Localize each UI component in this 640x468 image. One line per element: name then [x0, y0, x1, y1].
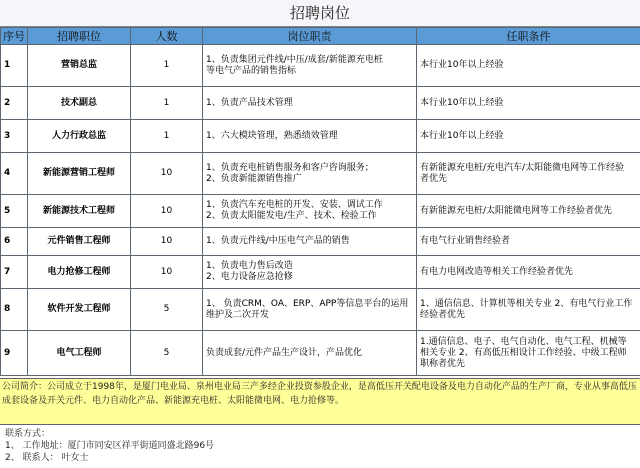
- requirement-line: 有电力电网改造等相关工作经验者优先: [420, 266, 574, 277]
- position-name: 元件销售工程师: [28, 228, 131, 256]
- requirement-line: 1、通信信息、计算机等相关专业 2、有电气行业工作: [420, 298, 633, 309]
- position-name: 技术副总: [28, 87, 131, 120]
- row-number: 5: [1, 195, 28, 228]
- requirement-cell: [417, 331, 640, 376]
- duty-cell: [203, 45, 417, 87]
- requirement-cell: [417, 195, 640, 228]
- contact-person: 2、 联系人： 叶女士: [5, 453, 89, 463]
- row-number: 4: [1, 153, 28, 195]
- duty-line: 1、负责集团元件线/中压/成套/新能源充电桩: [206, 54, 383, 65]
- row-number: 7: [1, 256, 28, 289]
- table-row: [1, 331, 640, 376]
- table-row: [1, 256, 640, 289]
- header-duties: 岗位职责: [203, 28, 417, 45]
- duty-line: 1、 负责CRM、OA、ERP、APP等信息平台的运用: [206, 298, 409, 309]
- duty-line: 2、电力设备应急抢修: [206, 272, 293, 282]
- contact-section: [0, 426, 640, 468]
- requirement-line: 者优先: [420, 173, 448, 184]
- headcount: 5: [131, 289, 203, 331]
- duty-line: 负责成套/元件产品生产设计，产品优化: [206, 347, 363, 358]
- company-intro: 公司简介：公司成立于1998年，是厦门电业局、泉州电业局三产多经企业投资参股企业，是高低压开关配电设备及电力自动化产品的生产厂商，专业从事高低压成套设备及开关元件、电力自动化产品、新能源充电桩、太阳能微电网、电力抢修等。: [0, 378, 640, 425]
- requirement-line: 本行业10年以上经验: [420, 97, 504, 108]
- requirement-line: 经验者优先: [420, 309, 466, 320]
- row-number: 9: [1, 331, 28, 376]
- duty-line: 1、负责汽车充电桩的开发、安装、调试工作: [206, 200, 383, 210]
- duty-line: 1、负责元件线/中压电气产品的销售: [206, 236, 350, 246]
- header-requirements: 任职条件: [417, 28, 640, 45]
- position-name: 电力抢修工程师: [28, 256, 131, 289]
- position-name: 新能源营销工程师: [28, 153, 131, 195]
- contact-address: 1、 工作地址：厦门市同安区祥平街道同盛北路96号: [5, 441, 215, 451]
- row-number: 2: [1, 87, 28, 120]
- duty-line: 等电气产品的销售指标: [206, 65, 297, 76]
- page-title: 招聘岗位: [0, 0, 640, 27]
- headcount: 10: [131, 228, 203, 256]
- position-name: 人力行政总监: [28, 120, 131, 153]
- row-number: 6: [1, 228, 28, 256]
- position-name: 电气工程师: [28, 331, 131, 376]
- headcount: 5: [131, 331, 203, 376]
- duty-line: 1、负责电力售后改造: [206, 261, 293, 271]
- duty-line: 2、负责新能源销售推广: [206, 173, 302, 184]
- duty-cell: [203, 195, 417, 228]
- requirement-line: 有电气行业销售经验者: [420, 236, 511, 246]
- table-row: [1, 195, 640, 228]
- requirement-line: 1.通信信息、电子、电气自动化、电气工程、机械等: [420, 336, 627, 347]
- table-header-row: [1, 28, 640, 45]
- headcount: 10: [131, 195, 203, 228]
- contact-heading: 联系方式：: [5, 429, 51, 439]
- table-row: [1, 153, 640, 195]
- table-body: [1, 45, 640, 376]
- row-number: 8: [1, 289, 28, 331]
- headcount: 1: [131, 45, 203, 87]
- position-name: 营销总监: [28, 45, 131, 87]
- duty-line: 1、负责充电桩销售服务和客户咨询服务；: [206, 162, 374, 173]
- requirement-line: 有新能源充电桩/太阳能微电网等工作经验者优先: [420, 205, 613, 216]
- requirement-line: 职称者优先: [420, 358, 466, 369]
- requirement-cell: [417, 256, 640, 289]
- duty-cell: [203, 120, 417, 153]
- duty-line: 2、负责太阳能发电/生产、技术、检验工作: [206, 211, 377, 221]
- duty-cell: [203, 289, 417, 331]
- requirement-line: 相关专业 2、有高低压相设计工作经验、中级工程师: [420, 347, 627, 358]
- table-row: [1, 120, 640, 153]
- requirement-cell: [417, 289, 640, 331]
- requirement-line: 本行业10年以上经验: [420, 130, 504, 141]
- table-row: [1, 289, 640, 331]
- position-name: 软件开发工程师: [28, 289, 131, 331]
- headcount: 10: [131, 256, 203, 289]
- requirement-line: 本行业10年以上经验: [420, 60, 504, 70]
- table-row: [1, 87, 640, 120]
- row-number: 3: [1, 120, 28, 153]
- duty-line: 1、负责产品技术管理: [206, 97, 293, 108]
- job-table: [0, 27, 640, 376]
- requirement-cell: [417, 153, 640, 195]
- duty-line: 1、六大模块管理，熟悉绩效管理: [206, 130, 338, 141]
- table-row: [1, 45, 640, 87]
- position-name: 新能源技术工程师: [28, 195, 131, 228]
- duty-cell: [203, 228, 417, 256]
- headcount: 10: [131, 153, 203, 195]
- duty-cell: [203, 256, 417, 289]
- requirement-cell: [417, 120, 640, 153]
- requirement-line: 有新能源充电桩/充电汽车/太阳能微电网等工作经验: [420, 162, 625, 173]
- headcount: 1: [131, 120, 203, 153]
- header-count: 人数: [131, 28, 203, 45]
- duty-cell: [203, 153, 417, 195]
- requirement-cell: [417, 228, 640, 256]
- duty-line: 维护及二次开发: [206, 309, 270, 320]
- row-number: 1: [1, 45, 28, 87]
- duty-cell: [203, 87, 417, 120]
- table-row: [1, 228, 640, 256]
- requirement-cell: [417, 45, 640, 87]
- headcount: 1: [131, 87, 203, 120]
- requirement-cell: [417, 87, 640, 120]
- header-position: 招聘职位: [28, 28, 131, 45]
- duty-cell: [203, 331, 417, 376]
- header-no: 序号: [1, 28, 28, 45]
